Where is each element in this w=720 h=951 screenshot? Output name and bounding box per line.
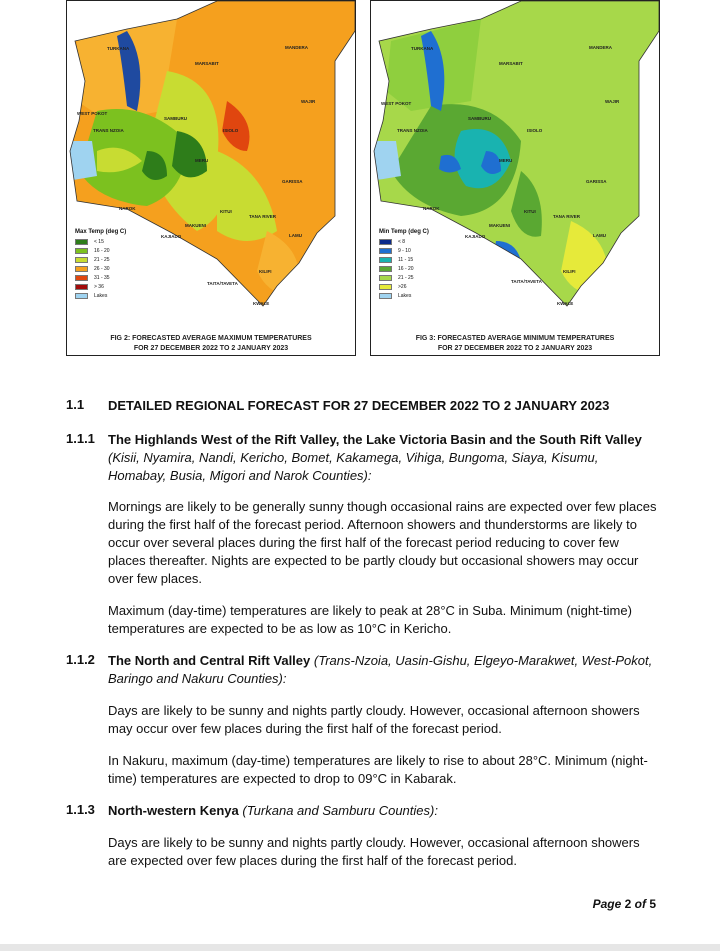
county-label: SAMBURU <box>164 116 187 121</box>
county-label: KILIFI <box>563 269 576 274</box>
page-word: Page <box>592 897 622 911</box>
county-label: WAJIR <box>605 99 620 104</box>
legend-swatch <box>379 239 392 245</box>
county-label: TANA RIVER <box>553 214 580 219</box>
subsection-number: 1.1.1 <box>66 431 95 446</box>
legend-item <box>379 255 459 264</box>
county-label: TANA RIVER <box>249 214 276 219</box>
legend-swatch <box>379 266 392 272</box>
page-number <box>593 897 656 911</box>
county-label: TRANS NZOIA <box>397 128 428 133</box>
figure-caption <box>67 334 355 354</box>
legend-title: Max Temp (deg C) <box>75 229 127 235</box>
legend-item <box>379 273 459 282</box>
county-label: MAKUENI <box>489 223 510 228</box>
legend-swatch <box>75 266 88 272</box>
legend-label: > 36 <box>94 283 104 290</box>
subsection-title: North-western Kenya <box>108 803 239 818</box>
section-number: 1.1 <box>66 397 85 412</box>
subsection-title: The Highlands West of the Rift Valley, the Lake Victoria Basin and the South Rift Valley <box>108 432 642 447</box>
legend-label: 9 - 10 <box>398 247 411 254</box>
county-label: NAROK <box>423 206 440 211</box>
section-title: DETAILED REGIONAL FORECAST FOR 27 DECEMBER 2022 TO 2 JANUARY 2023 <box>108 398 610 413</box>
legend-item <box>75 237 155 246</box>
subsection-heading <box>108 652 658 688</box>
county-label: MERU <box>195 158 209 163</box>
legend-label: 21 - 25 <box>398 274 414 281</box>
county-label: NAROK <box>119 206 136 211</box>
legend-item <box>379 291 459 300</box>
county-label: KAJIADO <box>161 234 182 239</box>
county-label: KITUI <box>220 209 232 214</box>
subsection-counties: (Trans-Nzoia, Uasin-Gishu, Elgeyo-Marakwet, West-Pokot, Baringo and Nakuru Counties): <box>108 653 653 686</box>
legend-item <box>75 273 155 282</box>
county-label: KAJIADO <box>465 234 486 239</box>
county-label: MARSABIT <box>195 61 219 66</box>
subsection-title: The North and Central Rift Valley <box>108 653 311 668</box>
legend-item <box>75 255 155 264</box>
legend-item <box>379 237 459 246</box>
county-label: TAITA/TAVETA <box>207 281 238 286</box>
paragraph: Maximum (day-time) temperatures are likely to peak at 28°C in Suba. Minimum (night-time) temperatures are expected to be as low as 10°C in Kericho. <box>108 603 632 636</box>
page-current: 2 <box>624 897 632 911</box>
legend-swatch <box>75 239 88 245</box>
legend-swatch <box>75 284 88 290</box>
county-label: WEST POKOT <box>77 111 108 116</box>
county-label: TURKANA <box>411 46 434 51</box>
legend-label: 16 - 20 <box>94 247 110 254</box>
max-temp-map-figure <box>66 0 356 356</box>
county-label: MAKUENI <box>185 223 206 228</box>
subsection-heading <box>108 802 658 820</box>
max-temp-legend <box>75 229 155 300</box>
caption-line: FIG 2: FORECASTED AVERAGE MAXIMUM TEMPERATURES <box>110 335 312 342</box>
county-label: TURKANA <box>107 46 130 51</box>
paragraph: In Nakuru, maximum (day-time) temperatures are likely to rise to about 28°C. Minimum (night-time) temperatures are expected to drop to 09°C in Kabarak. <box>108 753 648 786</box>
county-label: GARISSA <box>586 179 607 184</box>
figure-caption <box>371 334 659 354</box>
legend-item <box>379 246 459 255</box>
legend-item <box>75 246 155 255</box>
page-total: 5 <box>649 897 656 911</box>
legend-swatch <box>75 275 88 281</box>
legend-item <box>75 264 155 273</box>
county-label: MARSABIT <box>499 61 523 66</box>
legend-swatch <box>75 293 88 299</box>
caption-line: FIG 3: FORECASTED AVERAGE MINIMUM TEMPERATURES <box>415 335 615 342</box>
county-label: LAMU <box>289 233 302 238</box>
subsection-counties: (Kisii, Nyamira, Nandi, Kericho, Bomet, Kakamega, Vihiga, Bungoma, Siaya, Kisumu, Homabay, Busia, Migori and Narok Counties): <box>108 450 599 483</box>
county-label: ISIOLO <box>223 128 239 133</box>
legend-label: Lakes <box>398 292 412 299</box>
legend-swatch <box>75 257 88 263</box>
county-label: KWALE <box>253 301 270 306</box>
legend-label: 31 - 35 <box>94 274 110 281</box>
county-label: MANDERA <box>589 45 612 50</box>
county-label: KWALE <box>557 301 574 306</box>
legend-label: 21 - 25 <box>94 256 110 263</box>
legend-swatch <box>379 275 392 281</box>
legend-label: >26 <box>398 283 407 290</box>
subsection-number: 1.1.3 <box>66 802 95 817</box>
caption-line: FOR 27 DECEMBER 2022 TO 2 JANUARY 2023 <box>437 345 593 352</box>
legend-label: Lakes <box>94 292 108 299</box>
legend-swatch <box>75 248 88 254</box>
legend-label: 11 - 15 <box>398 256 414 263</box>
caption-line: FOR 27 DECEMBER 2022 TO 2 JANUARY 2023 <box>133 345 289 352</box>
county-label: WEST POKOT <box>381 101 412 106</box>
county-label: GARISSA <box>282 179 303 184</box>
county-label: ISIOLO <box>527 128 543 133</box>
legend-swatch <box>379 293 392 299</box>
legend-item <box>379 282 459 291</box>
legend-item <box>75 291 155 300</box>
legend-title: Min Temp (deg C) <box>379 229 429 235</box>
county-label: KITUI <box>524 209 536 214</box>
county-label: SAMBURU <box>468 116 491 121</box>
legend-swatch <box>379 257 392 263</box>
subsection-counties: (Turkana and Samburu Counties): <box>242 803 438 818</box>
county-label: MERU <box>499 158 513 163</box>
legend-swatch <box>379 284 392 290</box>
legend-label: 16 - 20 <box>398 265 414 272</box>
county-label: LAMU <box>593 233 606 238</box>
county-label: KILIFI <box>259 269 272 274</box>
county-label: WAJIR <box>301 99 316 104</box>
paragraph: Days are likely to be sunny and nights partly cloudy. However, occasional afternoon showers may occur over few places during the first half of the forecast period. <box>108 703 640 736</box>
paragraph: Mornings are likely to be generally sunny though occasional rains are expected over few places during the first half of the forecast period. Afternoon showers and thunderstorms are likely to occur over several places during the first half of the forecast period reducing to cover few places thereafter. Nights are expected to be partly cloudy but occasional showers may occur over few places. <box>108 499 657 586</box>
page-of-word: of <box>634 897 646 911</box>
legend-item <box>379 264 459 273</box>
county-label: TRANS NZOIA <box>93 128 124 133</box>
bottom-bar <box>0 944 720 951</box>
county-label: MANDERA <box>285 45 308 50</box>
subsection-number: 1.1.2 <box>66 652 95 667</box>
legend-item <box>75 282 155 291</box>
min-temp-legend <box>379 229 459 300</box>
legend-label: 26 - 30 <box>94 265 110 272</box>
min-temp-map-figure <box>370 0 660 356</box>
legend-label: < 15 <box>94 238 104 245</box>
subsection-heading <box>108 431 658 485</box>
paragraph: Days are likely to be sunny and nights partly cloudy. However, occasional afternoon showers are expected over few places during the first half of the forecast period. <box>108 835 640 868</box>
legend-swatch <box>379 248 392 254</box>
county-label: TAITA/TAVETA <box>511 279 542 284</box>
legend-label: < 8 <box>398 238 406 245</box>
